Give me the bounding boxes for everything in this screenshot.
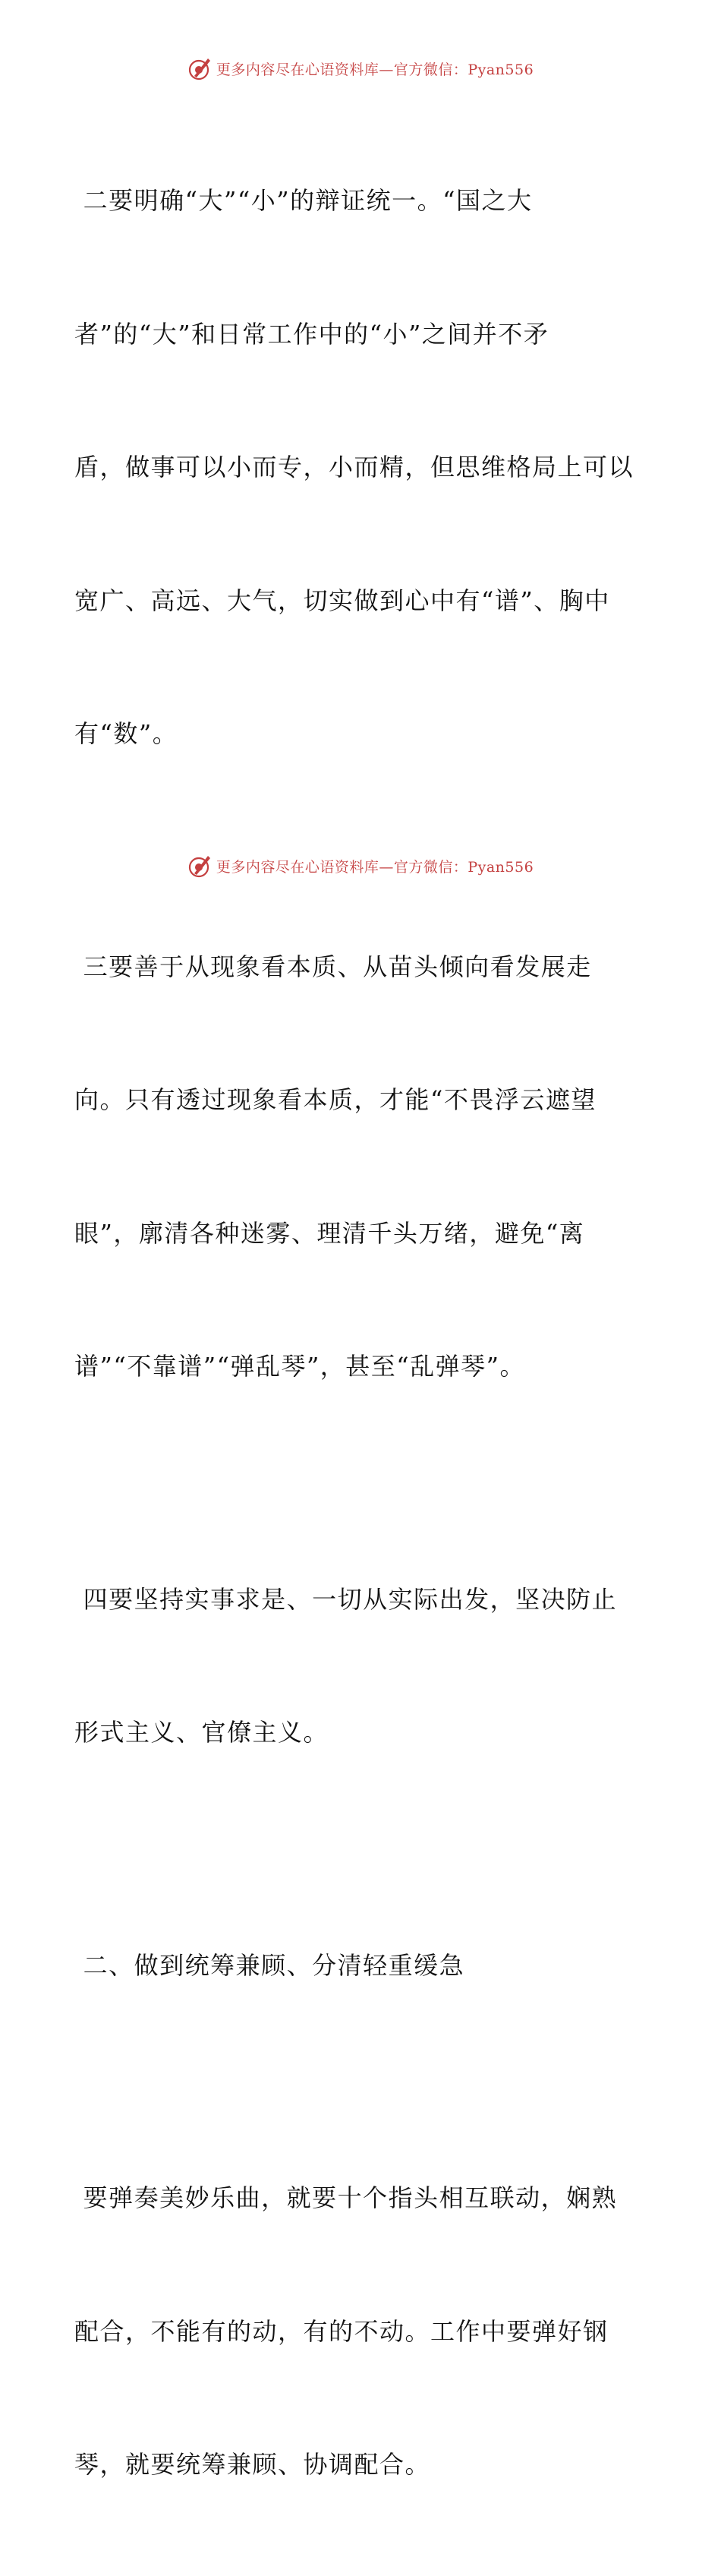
text-line: 眼”，廓清各种迷雾、理清千头万绪，避免“离 bbox=[74, 1218, 585, 1248]
document-body bbox=[74, 90, 659, 2576]
text-line: 三要善于从现象看本质、从苗头倾向看发展走 bbox=[74, 952, 592, 981]
header-banner-text: 更多内容尽在心语资料库—官方微信：Pyan556 bbox=[216, 61, 534, 78]
text-line: 者”的“大”和日常工作中的“小”之间并不矛 bbox=[74, 319, 549, 349]
text-line: 配合，不能有的动，有的不动。工作中要弹好钢 bbox=[74, 2316, 609, 2346]
text-line: 四要坚持实事求是、一切从实际出发，坚决防止 bbox=[74, 1584, 618, 1614]
text-line: 有“数”。 bbox=[74, 719, 178, 748]
text-line: 要弹奏美妙乐曲，就要十个指头相互联动，娴熟 bbox=[74, 2183, 618, 2212]
header-banner bbox=[0, 53, 721, 84]
text-line: 琴，就要统筹兼顾、协调配合。 bbox=[74, 2450, 431, 2479]
text-line: 二要明确“大”“小”的辩证统一。“国之大 bbox=[74, 186, 533, 215]
paragraph-dialectics bbox=[74, 90, 659, 845]
footer-banner-text: 更多内容尽在心语资料库—官方微信：Pyan556 bbox=[216, 858, 534, 876]
heading-line: 二、做到统筹兼顾、分清轻重缓急 bbox=[74, 1950, 465, 1980]
paragraph-coordination bbox=[74, 2087, 659, 2576]
footer-banner bbox=[0, 851, 721, 881]
text-line: 宽广、高远、大气，切实做到心中有“谱”、胸中 bbox=[74, 586, 610, 615]
text-line: 谱”“不靠谱”“弹乱琴”，甚至“乱弹琴”。 bbox=[74, 1352, 526, 1381]
quill-logo-icon bbox=[187, 853, 213, 879]
text-line: 盾，做事可以小而专，小而精，但思维格局上可以 bbox=[74, 453, 634, 481]
text-line: 形式主义、官僚主义。 bbox=[74, 1718, 329, 1747]
paragraph-essence bbox=[74, 856, 659, 1478]
quill-logo-icon bbox=[187, 55, 213, 81]
text-line: 向。只有透过现象看本质，才能“不畏浮云遮望 bbox=[74, 1085, 597, 1114]
section-heading bbox=[74, 1855, 659, 2077]
paragraph-practical bbox=[74, 1488, 659, 1844]
